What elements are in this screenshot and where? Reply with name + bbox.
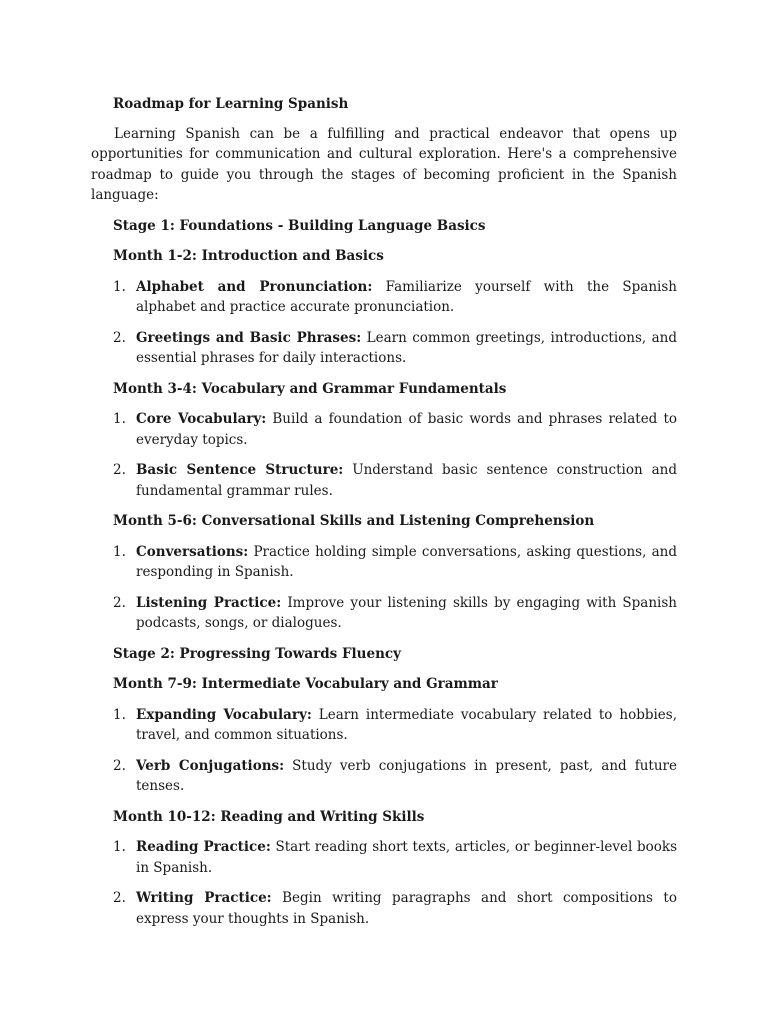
list-item xyxy=(91,409,677,450)
item-number: 2. xyxy=(113,890,126,906)
item-text: Start reading short texts, articles, or beginner-level books in Spanish. xyxy=(136,839,677,876)
item-number: 1. xyxy=(113,706,126,723)
stage-2-heading: Stage 2: Progressing Towards Fluency xyxy=(113,645,401,662)
intro-paragraph: Learning Spanish can be a fulfilling and practical endeavor that opens up opportunities for communication and cultural exploration. Here's a comprehensive roadmap to guide you through the stages of becoming proficient in the Spanish language: xyxy=(91,125,677,203)
month-10-12-heading: Month 10-12: Reading and Writing Skills xyxy=(113,808,425,825)
item-term: Verb Conjugations: xyxy=(136,757,285,774)
item-text: Learn common greetings, introductions, and essential phrases for daily interactions. xyxy=(136,329,677,366)
item-number: 1. xyxy=(113,411,126,427)
item-term: Basic Sentence Structure: xyxy=(136,462,344,478)
item-number: 2. xyxy=(113,462,126,478)
month-10-12-list xyxy=(91,837,677,929)
item-text: Understand basic sentence construction and fundamental grammar rules. xyxy=(136,462,677,499)
item-term: Alphabet and Pronunciation: xyxy=(136,278,373,295)
item-number: 1. xyxy=(113,543,126,560)
list-item xyxy=(91,756,677,797)
item-term: Core Vocabulary: xyxy=(136,411,267,427)
document-page xyxy=(91,94,677,939)
item-text: Familiarize yourself with the Spanish alphabet and practice accurate pronunciation. xyxy=(136,278,677,315)
month-5-6-list xyxy=(91,542,677,634)
month-5-6-heading: Month 5-6: Conversational Skills and Listening Comprehension xyxy=(113,513,595,529)
stage-1-heading: Stage 1: Foundations - Building Language Basics xyxy=(113,217,486,234)
list-item xyxy=(91,593,677,634)
item-number: 2. xyxy=(113,329,126,346)
month-3-4-heading: Month 3-4: Vocabulary and Grammar Fundamentals xyxy=(113,380,507,397)
item-number: 2. xyxy=(113,757,126,774)
list-item xyxy=(91,888,677,929)
item-text: Build a foundation of basic words and phrases related to everyday topics. xyxy=(136,411,677,448)
list-item xyxy=(91,277,677,318)
document-title: Roadmap for Learning Spanish xyxy=(113,96,349,112)
item-text: Learn intermediate vocabulary related to hobbies, travel, and common situations. xyxy=(136,706,678,743)
month-7-9-list xyxy=(91,705,677,797)
item-term: Listening Practice: xyxy=(136,594,282,611)
item-number: 1. xyxy=(113,839,126,855)
item-text: Study verb conjugations in present, past, and future tenses. xyxy=(136,757,677,794)
item-term: Reading Practice: xyxy=(136,839,271,855)
item-text: Begin writing paragraphs and short compositions to express your thoughts in Spanish. xyxy=(136,890,677,927)
list-item xyxy=(91,460,677,501)
item-number: 2. xyxy=(113,594,126,611)
list-item xyxy=(91,705,677,746)
list-item xyxy=(91,837,677,878)
list-item xyxy=(91,328,677,369)
item-text: Improve your listening skills by engaging with Spanish podcasts, songs, or dialogues. xyxy=(136,594,677,631)
item-term: Conversations: xyxy=(136,543,249,560)
month-1-2-list xyxy=(91,277,677,369)
month-7-9-heading: Month 7-9: Intermediate Vocabulary and Grammar xyxy=(113,676,498,692)
item-term: Expanding Vocabulary: xyxy=(136,706,312,723)
item-text: Practice holding simple conversations, asking questions, and responding in Spanish. xyxy=(136,543,677,580)
item-term: Writing Practice: xyxy=(136,890,272,906)
month-3-4-list xyxy=(91,409,677,501)
list-item xyxy=(91,542,677,583)
item-term: Greetings and Basic Phrases: xyxy=(136,329,362,346)
item-number: 1. xyxy=(113,278,126,295)
month-1-2-heading: Month 1-2: Introduction and Basics xyxy=(113,248,384,264)
